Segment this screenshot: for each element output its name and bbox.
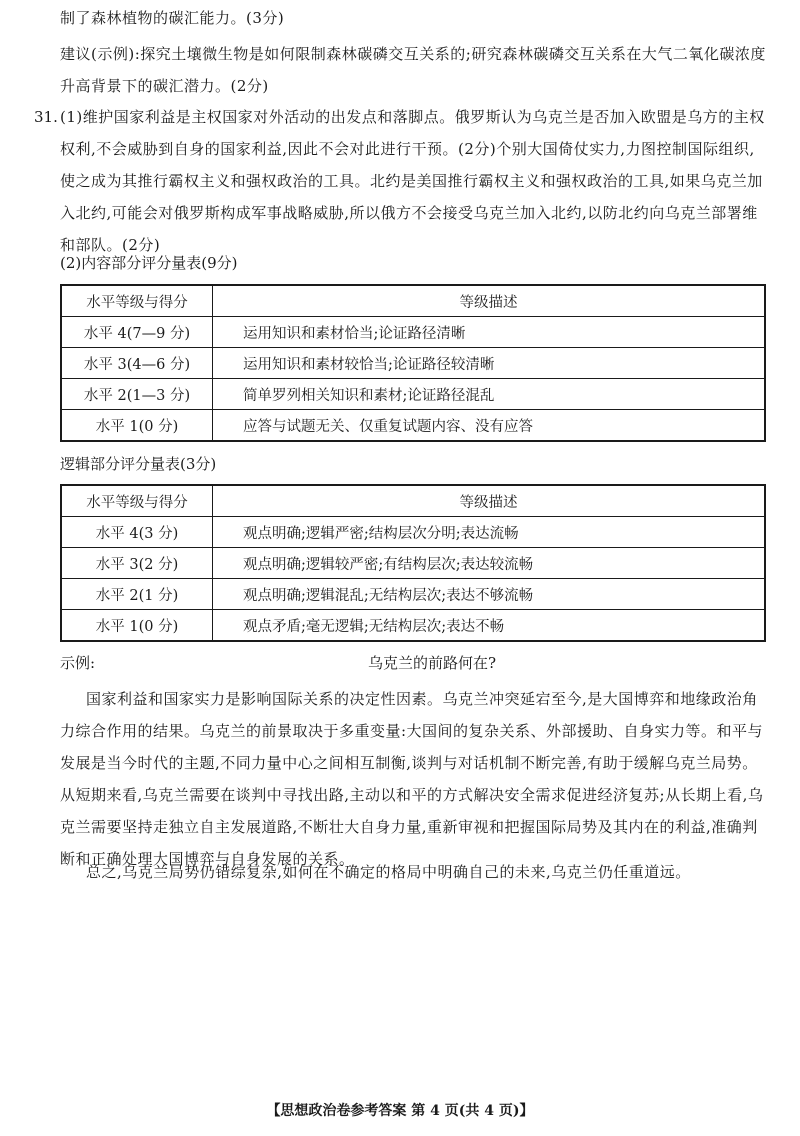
page-footer: 【思想政治卷参考答案 第 4 页(共 4 页)】 xyxy=(266,1103,534,1119)
level-cell: 水平 2(1 分) xyxy=(61,579,213,610)
q31-part1: (1)维护国家利益是主权国家对外活动的出发点和落脚点。俄罗斯认为乌克兰是否加入欧盟是乌方的主权权利,不会威胁到自身的国家利益,因此不会对此进行干预。(2分)个别大国倚仗实力,力图控制国际组织,使之成为其推行霸权主义和强权政治的工具。北约是美国推行霸权主义和强权政治的工具,如果乌克兰加入北约,可能会对俄罗斯构成军事战略威胁,所以俄方不会接受乌克兰加入北约,以防北约向乌克兰部署维和部队。(2分) xyxy=(60,108,765,254)
level-cell: 水平 1(0 分) xyxy=(61,610,213,642)
intro-line: 制了森林植物的碳汇能力。(3分) xyxy=(60,9,285,27)
table-header-row xyxy=(61,485,765,517)
table-row xyxy=(61,348,765,379)
desc-cell: 观点明确;逻辑较严密;有结构层次;表达较流畅 xyxy=(213,548,766,579)
table-row xyxy=(61,548,765,579)
table-row xyxy=(61,379,765,410)
table-row xyxy=(61,517,765,548)
level-cell: 水平 4(7—9 分) xyxy=(61,317,213,348)
level-cell: 水平 3(4—6 分) xyxy=(61,348,213,379)
table-row xyxy=(61,410,765,442)
desc-cell: 观点明确;逻辑混乱;无结构层次;表达不够流畅 xyxy=(213,579,766,610)
header-desc: 等级描述 xyxy=(213,285,766,317)
desc-cell: 应答与试题无关、仅重复试题内容、没有应答 xyxy=(213,410,766,442)
table-row xyxy=(61,579,765,610)
desc-cell: 运用知识和素材较恰当;论证路径较清晰 xyxy=(213,348,766,379)
level-cell: 水平 3(2 分) xyxy=(61,548,213,579)
content-rubric-table xyxy=(60,284,766,442)
header-desc: 等级描述 xyxy=(213,485,766,517)
level-cell: 水平 4(3 分) xyxy=(61,517,213,548)
logic-rubric-label: 逻辑部分评分量表(3分) xyxy=(60,455,217,473)
table-row xyxy=(61,610,765,642)
level-cell: 水平 1(0 分) xyxy=(61,410,213,442)
example-label: 示例: xyxy=(60,654,96,672)
logic-rubric-table xyxy=(60,484,766,642)
table-header-row xyxy=(61,285,765,317)
header-level: 水平等级与得分 xyxy=(61,485,213,517)
intro-suggestion: 建议(示例):探究土壤微生物是如何限制森林碳磷交互关系的;研究森林碳磷交互关系在大气二氧化碳浓度升高背景下的碳汇潜力。(2分) xyxy=(60,45,766,95)
question-number: 31. xyxy=(34,108,58,126)
example-paragraph-2: 总之,乌克兰局势仍错综复杂,如何在不确定的格局中明确自己的未来,乌克兰仍任重道远。 xyxy=(86,863,691,881)
header-level: 水平等级与得分 xyxy=(61,285,213,317)
desc-cell: 运用知识和素材恰当;论证路径清晰 xyxy=(213,317,766,348)
table-row xyxy=(61,317,765,348)
desc-cell: 观点矛盾;毫无逻辑;无结构层次;表达不畅 xyxy=(213,610,766,642)
content-rubric-label: (2)内容部分评分量表(9分) xyxy=(60,254,238,272)
desc-cell: 观点明确;逻辑严密;结构层次分明;表达流畅 xyxy=(213,517,766,548)
example-paragraph-1: 国家利益和国家实力是影响国际关系的决定性因素。乌克兰冲突延宕至今,是大国博弈和地缘政治角力综合作用的结果。乌克兰的前景取决于多重变量:大国间的复杂关系、外部援助、自身实力等。和平与发展是当今时代的主题,不同力量中心之间相互制衡,谈判与对话机制不断完善,有助于缓解乌克兰局势。从短期来看,乌克兰需要在谈判中寻找出路,主动以和平的方式解决安全需求促进经济复苏;从长期上看,乌克兰需要坚持走独立自主发展道路,不断壮大自身力量,重新审视和把握国际局势及其内在的利益,准确判断和正确处理大国博弈与自身发展的关系。 xyxy=(60,690,764,868)
desc-cell: 简单罗列相关知识和素材;论证路径混乱 xyxy=(213,379,766,410)
level-cell: 水平 2(1—3 分) xyxy=(61,379,213,410)
example-title: 乌克兰的前路何在? xyxy=(368,654,497,672)
